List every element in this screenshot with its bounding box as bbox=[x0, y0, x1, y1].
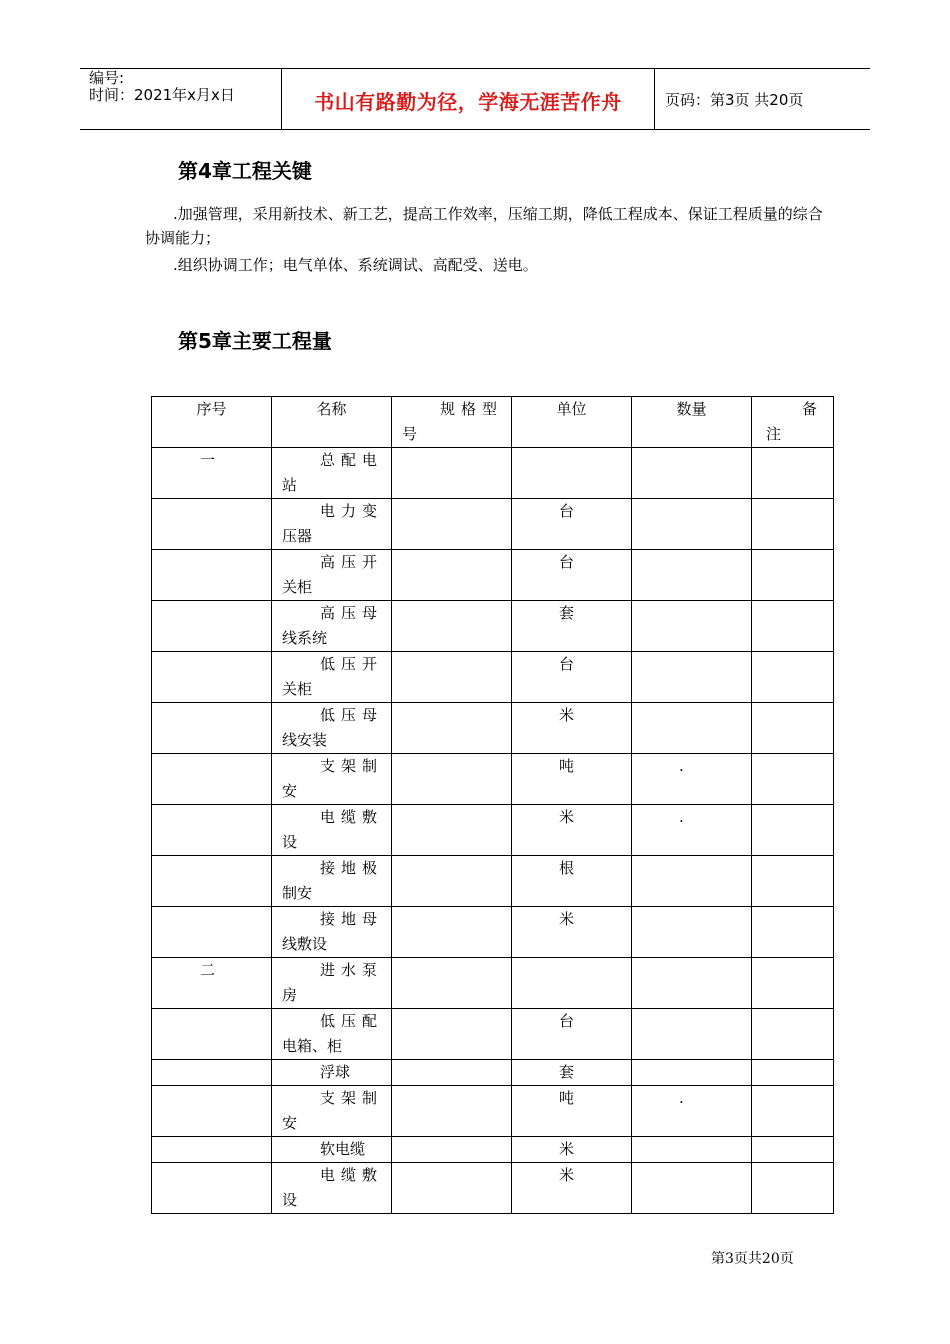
quantity-table bbox=[151, 396, 834, 1214]
row-name bbox=[272, 703, 392, 754]
row-quantity: . bbox=[632, 1086, 752, 1137]
row-quantity bbox=[632, 1060, 752, 1086]
row-name bbox=[272, 1163, 392, 1214]
row-spec bbox=[392, 1009, 512, 1060]
row-spec bbox=[392, 907, 512, 958]
table-row bbox=[152, 601, 834, 652]
table-row bbox=[152, 652, 834, 703]
row-name bbox=[272, 499, 392, 550]
table-row bbox=[152, 1060, 834, 1086]
page-header bbox=[80, 68, 870, 130]
row-name bbox=[272, 1086, 392, 1137]
row-name-line2: 电箱、柜 bbox=[282, 1037, 343, 1055]
row-name bbox=[272, 856, 392, 907]
row-note bbox=[752, 958, 834, 1009]
row-quantity bbox=[632, 550, 752, 601]
row-note bbox=[752, 754, 834, 805]
row-note bbox=[752, 1060, 834, 1086]
row-spec bbox=[392, 856, 512, 907]
table-row bbox=[152, 499, 834, 550]
row-note bbox=[752, 907, 834, 958]
header-unit: 单位 bbox=[512, 397, 632, 448]
table-row bbox=[152, 1137, 834, 1163]
row-unit: 根 bbox=[512, 856, 632, 907]
row-name-line2: 关柜 bbox=[282, 578, 313, 596]
row-name-line1: 高压母 bbox=[320, 604, 384, 622]
row-note bbox=[752, 1086, 834, 1137]
row-unit: 吨 bbox=[512, 754, 632, 805]
row-spec bbox=[392, 1086, 512, 1137]
row-spec bbox=[392, 1163, 512, 1214]
header-note-line2: 注 bbox=[766, 425, 782, 443]
row-quantity: . bbox=[632, 754, 752, 805]
page-footer: 第3页共20页 bbox=[711, 1251, 794, 1267]
header-divider bbox=[654, 69, 655, 129]
row-quantity bbox=[632, 448, 752, 499]
row-unit bbox=[512, 958, 632, 1009]
row-quantity bbox=[632, 1009, 752, 1060]
header-spec bbox=[392, 397, 512, 448]
chapter-4-paragraph-2: .组织协调工作；电气单体、系统调试、高配受、送电。 bbox=[173, 256, 538, 274]
row-name-line1: 电缆敷 bbox=[320, 1166, 384, 1184]
table-row bbox=[152, 550, 834, 601]
row-seq bbox=[152, 856, 272, 907]
row-name-line1: 接地极 bbox=[320, 859, 384, 877]
row-unit: 米 bbox=[512, 907, 632, 958]
row-name-line1: 支架制 bbox=[320, 1089, 384, 1107]
table-row bbox=[152, 805, 834, 856]
row-seq bbox=[152, 754, 272, 805]
row-spec bbox=[392, 652, 512, 703]
row-name-line1: 电缆敷 bbox=[320, 808, 384, 826]
row-note bbox=[752, 805, 834, 856]
serial-label: 编号: bbox=[89, 69, 125, 87]
row-name-line1: 高压开 bbox=[320, 553, 384, 571]
table-row bbox=[152, 703, 834, 754]
table-row bbox=[152, 1163, 834, 1214]
row-seq bbox=[152, 550, 272, 601]
row-note bbox=[752, 1009, 834, 1060]
header-spec-line2: 号 bbox=[402, 425, 418, 443]
row-name-line2: 设 bbox=[282, 833, 298, 851]
row-quantity bbox=[632, 703, 752, 754]
row-unit: 台 bbox=[512, 652, 632, 703]
row-name bbox=[272, 1009, 392, 1060]
row-quantity bbox=[632, 1137, 752, 1163]
row-spec bbox=[392, 499, 512, 550]
row-spec bbox=[392, 1137, 512, 1163]
row-seq bbox=[152, 1163, 272, 1214]
header-name: 名称 bbox=[272, 397, 392, 448]
row-seq bbox=[152, 703, 272, 754]
header-quantity: 数量 bbox=[632, 397, 752, 448]
row-note bbox=[752, 550, 834, 601]
row-unit: 台 bbox=[512, 499, 632, 550]
row-unit: 米 bbox=[512, 703, 632, 754]
row-quantity bbox=[632, 907, 752, 958]
row-name-line1: 进水泵 bbox=[320, 961, 384, 979]
row-note bbox=[752, 499, 834, 550]
row-quantity bbox=[632, 601, 752, 652]
row-unit: 套 bbox=[512, 1060, 632, 1086]
row-note bbox=[752, 1163, 834, 1214]
table-row bbox=[152, 754, 834, 805]
row-seq: 一 bbox=[152, 448, 272, 499]
row-note bbox=[752, 652, 834, 703]
row-spec bbox=[392, 448, 512, 499]
row-name-line2: 站 bbox=[282, 476, 298, 494]
row-name-line1: 接地母 bbox=[320, 910, 384, 928]
row-quantity bbox=[632, 499, 752, 550]
row-seq bbox=[152, 499, 272, 550]
row-name bbox=[272, 805, 392, 856]
row-note bbox=[752, 448, 834, 499]
row-unit: 米 bbox=[512, 1163, 632, 1214]
row-name-line1: 总配电 bbox=[320, 451, 384, 469]
table-row bbox=[152, 1086, 834, 1137]
row-unit: 台 bbox=[512, 550, 632, 601]
chapter-4-paragraph-1: .加强管理，采用新技术、新工艺，提高工作效率，压缩工期，降低工程成本、保证工程质量的综合协调能力； bbox=[145, 205, 823, 247]
header-meta bbox=[89, 70, 235, 104]
row-note bbox=[752, 703, 834, 754]
row-quantity bbox=[632, 856, 752, 907]
row-name-line1: 低压开 bbox=[320, 655, 384, 673]
table-row bbox=[152, 856, 834, 907]
row-name-line1: 低压母 bbox=[320, 706, 384, 724]
row-seq bbox=[152, 1137, 272, 1163]
row-unit: 套 bbox=[512, 601, 632, 652]
header-seq: 序号 bbox=[152, 397, 272, 448]
row-seq bbox=[152, 1009, 272, 1060]
row-seq bbox=[152, 1060, 272, 1086]
row-name-line2: 压器 bbox=[282, 527, 313, 545]
row-name-line1: 低压配 bbox=[320, 1012, 384, 1030]
row-name bbox=[272, 601, 392, 652]
row-quantity: . bbox=[632, 805, 752, 856]
row-name-line2: 设 bbox=[282, 1191, 298, 1209]
chapter-4-title: 第4章工程关键 bbox=[178, 159, 312, 183]
row-note bbox=[752, 1137, 834, 1163]
row-quantity bbox=[632, 652, 752, 703]
row-name-line1: 电力变 bbox=[320, 502, 384, 520]
row-name-line1: 支架制 bbox=[320, 757, 384, 775]
header-note bbox=[752, 397, 834, 448]
row-spec bbox=[392, 805, 512, 856]
row-name bbox=[272, 907, 392, 958]
row-spec bbox=[392, 754, 512, 805]
row-note bbox=[752, 856, 834, 907]
row-name bbox=[272, 448, 392, 499]
row-name-line2: 房 bbox=[282, 986, 298, 1004]
row-seq bbox=[152, 907, 272, 958]
row-name-line2: 制安 bbox=[282, 884, 313, 902]
row-name-line2: 线敷设 bbox=[282, 935, 328, 953]
row-name bbox=[272, 754, 392, 805]
row-seq bbox=[152, 652, 272, 703]
row-quantity bbox=[632, 1163, 752, 1214]
row-spec bbox=[392, 958, 512, 1009]
row-name-line2: 关柜 bbox=[282, 680, 313, 698]
row-note bbox=[752, 601, 834, 652]
row-unit: 米 bbox=[512, 805, 632, 856]
chapter-5-title: 第5章主要工程量 bbox=[178, 329, 332, 353]
row-name-line2: 线安装 bbox=[282, 731, 328, 749]
row-name-line2: 安 bbox=[282, 782, 298, 800]
row-name-line2: 安 bbox=[282, 1114, 298, 1132]
table-row bbox=[152, 1009, 834, 1060]
header-page-number: 页码：第3页 共20页 bbox=[665, 91, 804, 109]
row-spec bbox=[392, 601, 512, 652]
time-label: 时间：2021年x月x日 bbox=[89, 86, 235, 104]
row-name bbox=[272, 652, 392, 703]
table-header-row bbox=[152, 397, 834, 448]
row-quantity bbox=[632, 958, 752, 1009]
row-spec bbox=[392, 1060, 512, 1086]
header-spec-line1: 规格型 bbox=[439, 400, 503, 418]
row-seq bbox=[152, 1086, 272, 1137]
header-motto: 书山有路勤为径，学海无涯苦作舟 bbox=[314, 90, 622, 114]
row-unit: 米 bbox=[512, 1137, 632, 1163]
table-row bbox=[152, 907, 834, 958]
row-spec bbox=[392, 550, 512, 601]
header-note-line1: 备 bbox=[801, 400, 817, 418]
row-unit bbox=[512, 448, 632, 499]
row-spec bbox=[392, 703, 512, 754]
row-name-line2: 线系统 bbox=[282, 629, 328, 647]
row-seq bbox=[152, 601, 272, 652]
row-seq: 二 bbox=[152, 958, 272, 1009]
row-name: 软电缆 bbox=[272, 1137, 392, 1163]
row-name: 浮球 bbox=[272, 1060, 392, 1086]
row-unit: 台 bbox=[512, 1009, 632, 1060]
row-name bbox=[272, 550, 392, 601]
row-seq bbox=[152, 805, 272, 856]
row-unit: 吨 bbox=[512, 1086, 632, 1137]
table-row bbox=[152, 958, 834, 1009]
table-row bbox=[152, 448, 834, 499]
row-name bbox=[272, 958, 392, 1009]
